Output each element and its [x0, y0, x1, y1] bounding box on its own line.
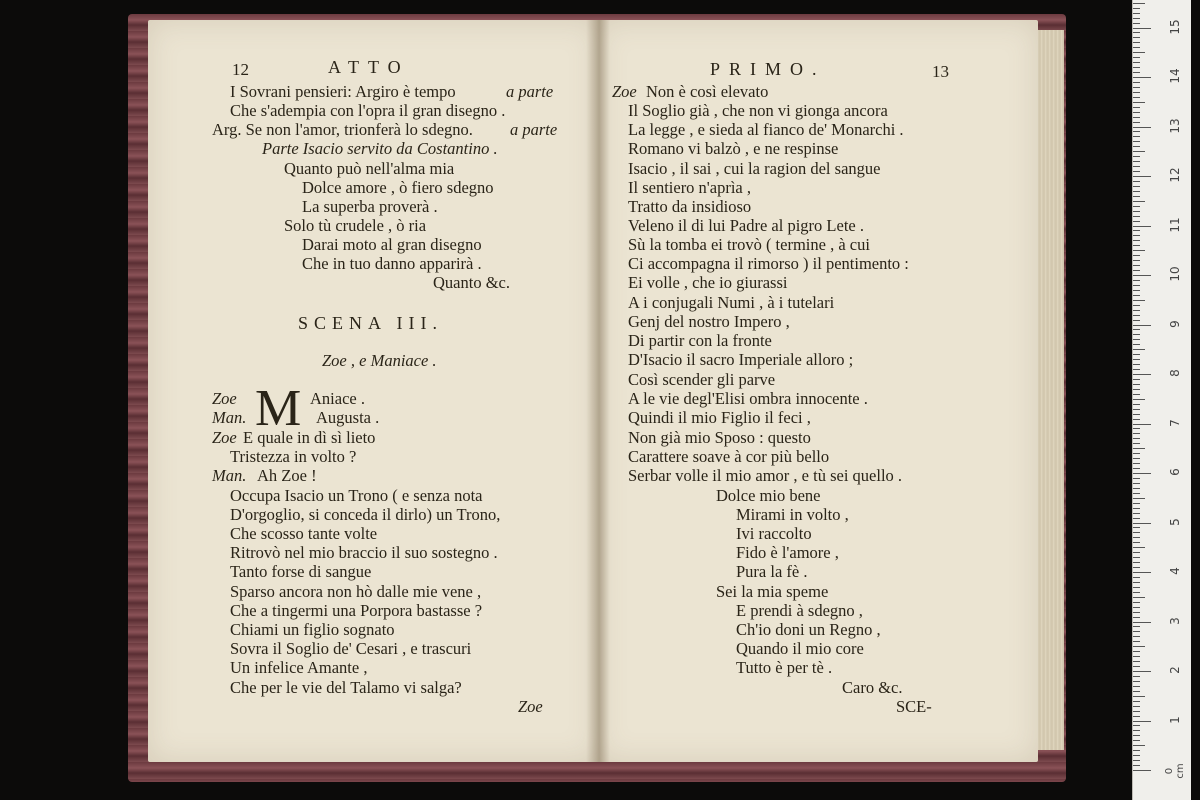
- ruler-number: 4: [1168, 567, 1182, 575]
- ruler-tick: [1133, 102, 1145, 103]
- ruler-tick: [1133, 691, 1140, 692]
- ruler-tick: [1133, 216, 1140, 217]
- ruler-tick: [1133, 171, 1140, 172]
- ruler-number: 7: [1168, 418, 1182, 427]
- dialogue-line: Chiami un figlio sognato: [230, 620, 395, 639]
- left-page-number: 12: [232, 60, 249, 79]
- ruler-zero-label: 0 cm: [1164, 763, 1186, 779]
- ruler-tick: [1133, 552, 1140, 553]
- ruler-tick: [1133, 473, 1151, 474]
- ruler-tick: [1133, 587, 1140, 588]
- ruler-tick: [1133, 42, 1140, 43]
- aria-line: Mirami in volto ,: [736, 505, 849, 524]
- ruler-tick: [1133, 661, 1140, 662]
- text-line: Sù la tomba ei trovò ( termine , à cui: [628, 235, 870, 254]
- book-gutter: [586, 20, 610, 762]
- ruler-number: 13: [1168, 117, 1182, 134]
- ruler-tick: [1133, 226, 1151, 227]
- ruler-tick: [1133, 97, 1140, 98]
- ruler-tick: [1133, 424, 1151, 425]
- verse-line: Quanto &c.: [433, 273, 510, 292]
- ruler-tick: [1133, 686, 1140, 687]
- aria-line: Quando il mio core: [736, 639, 864, 658]
- ruler-tick: [1133, 488, 1140, 489]
- ruler-tick: [1133, 151, 1145, 152]
- ruler-tick: [1133, 389, 1140, 390]
- ruler-tick: [1133, 735, 1140, 736]
- ruler-tick: [1133, 374, 1151, 375]
- ruler-tick: [1133, 483, 1140, 484]
- ruler-tick: [1133, 770, 1151, 771]
- ruler-tick: [1133, 201, 1145, 202]
- aria-line: Tutto è per tè .: [736, 658, 833, 677]
- verse-line: Dolce amore , ò fiero sdegno: [302, 178, 494, 197]
- ruler-tick: [1133, 230, 1140, 231]
- ruler-tick: [1133, 359, 1140, 360]
- ruler-tick: [1133, 394, 1140, 395]
- text-line: Il sentiero n'aprìa ,: [628, 178, 752, 197]
- dialogue-line: Tristezza in volto ?: [230, 447, 357, 466]
- text-line: D'Isacio il sacro Imperiale alloro ;: [628, 350, 854, 369]
- ruler-tick: [1133, 82, 1140, 83]
- ruler-tick: [1133, 354, 1140, 355]
- ruler-tick: [1133, 711, 1140, 712]
- ruler-tick: [1133, 310, 1140, 311]
- ruler-tick: [1133, 67, 1140, 68]
- dialogue-line: Tanto forse di sangue: [230, 562, 372, 581]
- text-line: Ci accompagna il rimorso ) il pentimento :: [628, 254, 909, 273]
- ruler-tick: [1133, 196, 1140, 197]
- speaker-label: Zoe: [212, 428, 237, 447]
- ruler-tick: [1133, 13, 1140, 14]
- stage-direction: Parte Isacio servito da Costantino .: [262, 139, 498, 158]
- left-running-header: ATTO: [328, 57, 410, 77]
- ruler-tick: [1133, 87, 1140, 88]
- ruler-tick: [1133, 562, 1140, 563]
- text-line: Non già mio Sposo : questo: [628, 428, 811, 447]
- ruler-tick: [1133, 493, 1140, 494]
- ruler-tick: [1133, 270, 1140, 271]
- ruler-tick: [1133, 211, 1140, 212]
- ruler-tick: [1133, 255, 1140, 256]
- ruler-tick: [1133, 156, 1140, 157]
- aria-line: Fido è l'amore ,: [736, 543, 839, 562]
- ruler-number: 2: [1168, 666, 1182, 674]
- ruler-tick: [1133, 146, 1140, 147]
- ruler-number: 6: [1168, 468, 1182, 476]
- text-line: Così scender gli parve: [628, 370, 776, 389]
- ruler-tick: [1133, 523, 1151, 524]
- dialogue-line: Aniace .: [310, 389, 365, 408]
- ruler-tick: [1133, 765, 1140, 766]
- ruler-tick: [1133, 186, 1140, 187]
- dialogue-line: Che a tingermi una Porpora bastasse ?: [230, 601, 483, 620]
- ruler-number: 10: [1168, 266, 1182, 282]
- ruler-tick: [1133, 706, 1140, 707]
- ruler-tick: [1133, 542, 1140, 543]
- aria-line: Dolce mio bene: [716, 486, 821, 505]
- ruler-tick: [1133, 666, 1140, 667]
- aria-line: Ivi raccolto: [736, 524, 812, 543]
- ruler-tick: [1133, 369, 1140, 370]
- ruler-tick: [1133, 508, 1140, 509]
- ruler-tick: [1133, 656, 1140, 657]
- scene-characters: Zoe , e Maniace .: [322, 351, 437, 370]
- ruler-tick: [1133, 557, 1140, 558]
- dialogue-line: E quale in dì sì lieto: [243, 428, 376, 447]
- ruler-tick: [1133, 498, 1145, 499]
- text-line: Serbar volle il mio amor , e tù sei quello .: [628, 466, 903, 485]
- drop-cap: M: [255, 380, 302, 437]
- ruler-tick: [1133, 567, 1140, 568]
- text-line: Quindi il mio Figlio il feci ,: [628, 408, 811, 427]
- ruler-tick: [1133, 745, 1145, 746]
- ruler-tick: [1133, 582, 1140, 583]
- ruler-tick: [1133, 725, 1140, 726]
- ruler-tick: [1133, 117, 1140, 118]
- ruler-tick: [1133, 636, 1140, 637]
- text-line: Che s'adempia con l'opra il gran disegno .: [230, 101, 506, 120]
- ruler-tick: [1133, 329, 1140, 330]
- ruler-tick: [1133, 676, 1140, 677]
- ruler-tick: [1133, 419, 1140, 420]
- dialogue-line: Sovra il Soglio de' Cesari , e trascuri: [230, 639, 472, 658]
- ruler-tick: [1133, 349, 1145, 350]
- ruler-tick: [1133, 448, 1145, 449]
- ruler-tick: [1133, 290, 1140, 291]
- catchword: SCE-: [896, 697, 932, 716]
- ruler-tick: [1133, 433, 1140, 434]
- ruler-tick: [1133, 597, 1145, 598]
- ruler-tick: [1133, 696, 1145, 697]
- ruler-tick: [1133, 428, 1140, 429]
- ruler-tick: [1133, 23, 1140, 24]
- ruler-tick: [1133, 721, 1151, 722]
- text-line: Veleno il di lui Padre al pigro Lete .: [628, 216, 864, 235]
- ruler-tick: [1133, 399, 1145, 400]
- ruler-tick: [1133, 602, 1140, 603]
- ruler-tick: [1133, 112, 1140, 113]
- ruler-tick: [1133, 136, 1140, 137]
- text-line: Tratto da insidioso: [628, 197, 752, 216]
- ruler-tick: [1133, 280, 1140, 281]
- text-line: Arg. Se non l'amor, trionferà lo sdegno.: [212, 120, 473, 139]
- ruler-tick: [1133, 181, 1140, 182]
- ruler-tick: [1133, 527, 1140, 528]
- text-line: Isacio , il sai , cui la ragion del sangue: [628, 159, 881, 178]
- text-line: Romano vi balzò , e ne respinse: [628, 139, 839, 158]
- ruler-tick: [1133, 206, 1140, 207]
- verse-line: Che in tuo danno apparirà .: [302, 254, 482, 273]
- ruler-tick: [1133, 503, 1140, 504]
- ruler-tick: [1133, 176, 1151, 177]
- dialogue-line: Ah Zoe !: [257, 466, 317, 485]
- ruler-tick: [1133, 221, 1140, 222]
- aria-line: Pura la fè .: [736, 562, 808, 581]
- ruler-tick: [1133, 592, 1140, 593]
- text-line: Il Soglio già , che non vi gionga ancora: [628, 101, 888, 120]
- ruler-tick: [1133, 3, 1145, 4]
- ruler-tick: [1133, 161, 1140, 162]
- measuring-ruler: [1132, 0, 1191, 800]
- ruler-tick: [1133, 305, 1140, 306]
- dialogue-line: Occupa Isacio un Trono ( e senza nota: [230, 486, 483, 505]
- ruler-tick: [1133, 141, 1140, 142]
- ruler-tick: [1133, 235, 1140, 236]
- ruler-tick: [1133, 409, 1140, 410]
- text-line: I Sovrani pensieri: Argiro è tempo: [230, 82, 456, 101]
- ruler-tick: [1133, 730, 1140, 731]
- speaker-label: Zoe: [612, 82, 637, 101]
- verse-line: La superba proverà .: [302, 197, 438, 216]
- ruler-number: 14: [1168, 68, 1182, 84]
- ruler-tick: [1133, 339, 1140, 340]
- ruler-number: 3: [1168, 616, 1182, 625]
- ruler-tick: [1133, 265, 1140, 266]
- aria-line: Sei la mia speme: [716, 582, 829, 601]
- verse-line: Darai moto al gran disegno: [302, 235, 482, 254]
- ruler-tick: [1133, 62, 1140, 63]
- ruler-tick: [1133, 245, 1140, 246]
- ruler-tick: [1133, 379, 1140, 380]
- ruler-tick: [1133, 8, 1140, 9]
- ruler-tick: [1133, 468, 1140, 469]
- aria-line: Ch'io doni un Regno ,: [736, 620, 881, 639]
- ruler-tick: [1133, 537, 1140, 538]
- ruler-tick: [1133, 577, 1140, 578]
- ruler-tick: [1133, 320, 1140, 321]
- ruler-tick: [1133, 240, 1140, 241]
- ruler-tick: [1133, 607, 1140, 608]
- ruler-tick: [1133, 622, 1151, 623]
- ruler-tick: [1133, 250, 1145, 251]
- ruler-number: 8: [1168, 369, 1182, 377]
- ruler-tick: [1133, 740, 1140, 741]
- ruler-tick: [1133, 166, 1140, 167]
- dialogue-line: Un infelice Amante ,: [230, 658, 368, 677]
- verse-line: Quanto può nell'alma mia: [284, 159, 455, 178]
- ruler-tick: [1133, 453, 1140, 454]
- ruler-tick: [1133, 300, 1145, 301]
- ruler-tick: [1133, 72, 1140, 73]
- ruler-tick: [1133, 384, 1140, 385]
- text-line: Ei volle , che io giurassi: [628, 273, 788, 292]
- ruler-tick: [1133, 92, 1140, 93]
- ruler-number: 9: [1168, 319, 1182, 328]
- page-edges: [1034, 30, 1064, 750]
- ruler-tick: [1133, 404, 1140, 405]
- ruler-tick: [1133, 463, 1140, 464]
- text-line: A i conjugali Numi , à i tutelari: [628, 293, 835, 312]
- speaker-label: Man.: [212, 408, 247, 427]
- ruler-tick: [1133, 631, 1140, 632]
- speaker-label: Man.: [212, 466, 247, 485]
- ruler-tick: [1133, 438, 1140, 439]
- ruler-tick: [1133, 716, 1140, 717]
- ruler-tick: [1133, 285, 1140, 286]
- stage-direction: a parte: [510, 120, 558, 139]
- ruler-tick: [1133, 458, 1140, 459]
- text-line: La legge , e sieda al fianco de' Monarchi .: [628, 120, 904, 139]
- dialogue-line: Ritrovò nel mio braccio il suo sostegno .: [230, 543, 498, 562]
- right-running-header: PRIMO.: [710, 59, 826, 79]
- aria-line: E prendi à sdegno ,: [736, 601, 863, 620]
- dialogue-line: Sparso ancora non hò dalle mie vene ,: [230, 582, 482, 601]
- text-line: A le vie degl'Elisi ombra innocente .: [628, 389, 868, 408]
- ruler-tick: [1133, 612, 1140, 613]
- ruler-tick: [1133, 295, 1140, 296]
- dialogue-line: Augusta .: [316, 408, 380, 427]
- ruler-tick: [1133, 364, 1140, 365]
- dialogue-line: Che per le vie del Talamo vi salga?: [230, 678, 462, 697]
- ruler-tick: [1133, 131, 1140, 132]
- text-line: Non è così elevato: [646, 82, 769, 101]
- ruler-number: 12: [1168, 167, 1182, 183]
- ruler-tick: [1133, 626, 1140, 627]
- ruler-tick: [1133, 122, 1140, 123]
- ruler-tick: [1133, 518, 1140, 519]
- dialogue-line: D'orgoglio, si conceda il dirlo) un Trono,: [230, 505, 501, 524]
- ruler-tick: [1133, 547, 1145, 548]
- ruler-tick: [1133, 52, 1145, 53]
- ruler-tick: [1133, 344, 1140, 345]
- ruler-tick: [1133, 755, 1140, 756]
- ruler-tick: [1133, 32, 1140, 33]
- ruler-tick: [1133, 646, 1145, 647]
- ruler-tick: [1133, 334, 1140, 335]
- text-line: Di partir con la fronte: [628, 331, 772, 350]
- ruler-number: 15: [1168, 18, 1182, 35]
- ruler-tick: [1133, 37, 1140, 38]
- ruler-tick: [1133, 315, 1140, 316]
- ruler-tick: [1133, 617, 1140, 618]
- ruler-tick: [1133, 325, 1151, 326]
- ruler-tick: [1133, 47, 1140, 48]
- ruler-tick: [1133, 513, 1140, 514]
- verse-line: Solo tù crudele , ò ria: [284, 216, 427, 235]
- ruler-tick: [1133, 572, 1151, 573]
- ruler-tick: [1133, 77, 1151, 78]
- right-page-number: 13: [932, 62, 949, 81]
- dialogue-line: Che scosso tante volte: [230, 524, 378, 543]
- ruler-tick: [1133, 275, 1151, 276]
- ruler-tick: [1133, 191, 1140, 192]
- aria-line: Caro &c.: [842, 678, 903, 697]
- text-line: Carattere soave à cor più bello: [628, 447, 830, 466]
- ruler-number: 1: [1168, 715, 1182, 724]
- catchword: Zoe: [518, 697, 543, 716]
- ruler-tick: [1133, 681, 1140, 682]
- ruler-tick: [1133, 18, 1140, 19]
- text-line: Genj del nostro Impero ,: [628, 312, 790, 331]
- stage-direction: a parte: [506, 82, 554, 101]
- ruler-tick: [1133, 478, 1140, 479]
- ruler-tick: [1133, 260, 1140, 261]
- ruler-tick: [1133, 532, 1140, 533]
- ruler-tick: [1133, 57, 1140, 58]
- ruler-number: 5: [1168, 517, 1182, 526]
- ruler-tick: [1133, 107, 1140, 108]
- ruler-tick: [1133, 28, 1151, 29]
- ruler-tick: [1133, 760, 1140, 761]
- ruler-tick: [1133, 414, 1140, 415]
- ruler-tick: [1133, 750, 1140, 751]
- ruler-tick: [1133, 651, 1140, 652]
- ruler-tick: [1133, 443, 1140, 444]
- ruler-tick: [1133, 671, 1151, 672]
- ruler-tick: [1133, 127, 1151, 128]
- ruler-number: 11: [1168, 216, 1182, 233]
- ruler-tick: [1133, 641, 1140, 642]
- speaker-label: Zoe: [212, 389, 237, 408]
- ruler-tick: [1133, 701, 1140, 702]
- scene-title: SCENA III.: [298, 313, 443, 333]
